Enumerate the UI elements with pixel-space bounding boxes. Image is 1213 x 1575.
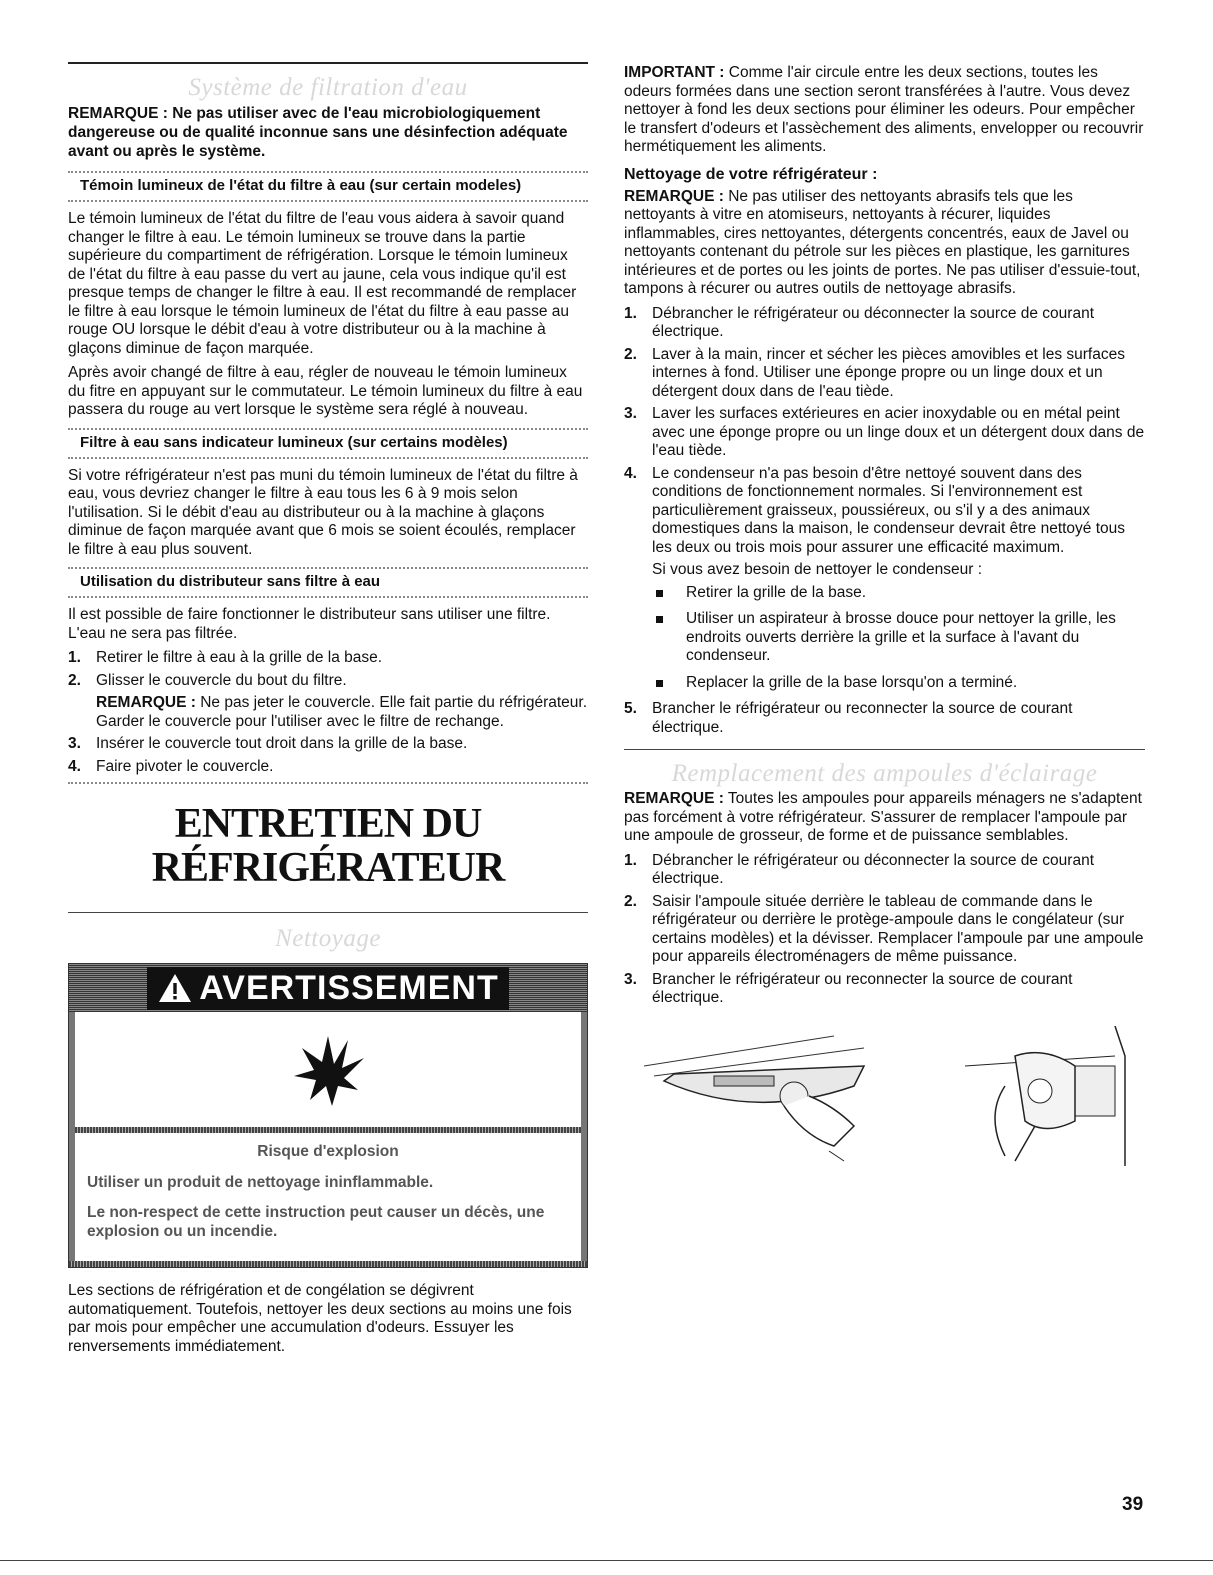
note-text: Toutes les ampoules pour appareils ménagers ne s'adaptent pas forcément à votre réfrigérateur. S'assurer de remplacer l'ampoule par une ampoule de grosseur, de forme et de puissance semblables.: [624, 790, 1142, 844]
warning-body: [69, 1012, 587, 1261]
step-number: 5.: [624, 700, 637, 717]
list-item: [624, 305, 1145, 342]
freezer-bulb-illustration: [945, 1026, 1135, 1166]
defrost-paragraph: Les sections de réfrigération et de congélation se dégivrent automatiquement. Toutefois, nettoyer les deux sections au moins une fois par mois pour empêcher une accumulation d'odeurs. Essuyer les renversements immédiatement.: [68, 1282, 572, 1355]
cleaning-title: Nettoyage: [275, 925, 381, 952]
control-panel-bulb-illustration: [634, 1026, 884, 1166]
top-rule: [68, 62, 588, 64]
condenser-bullets: [652, 584, 1145, 693]
note-label: REMARQUE :: [624, 187, 724, 205]
warning-risk: Risque d'explosion: [257, 1143, 399, 1160]
no-indicator-heading: Filtre à eau sans indicateur lumineux (sur certains modèles): [80, 433, 508, 451]
note-text: Ne pas jeter le couvercle. Elle fait partie du réfrigérateur. Garder le couvercle pour l'utiliser avec le filtre de rechange.: [96, 694, 588, 730]
warning-text: [75, 1133, 581, 1261]
step-text: Débrancher le réfrigérateur ou déconnecter la source de courant électrique.: [652, 851, 1095, 887]
list-item: [624, 346, 1145, 402]
water-note: REMARQUE : Ne pas utiliser avec de l'eau microbiologiquement dangereuse ou de qualité inconnue sans une désinfection adéquate avant ou après le système.: [68, 105, 568, 160]
step-number: 3.: [624, 970, 637, 988]
step2-note: [96, 694, 588, 731]
divider: [68, 200, 588, 202]
status-heading: Témoin lumineux de l'état du filtre à eau (sur certain modeles): [80, 177, 522, 194]
status-paragraph-1: Le témoin lumineux de l'état du filtre de l'eau vous aidera à savoir quand changer le filtre à eau. Le témoin lumineux se trouve dans la partie supérieure du compartiment de réfrigération. Lorsque le témoin lumineux de l'état du filtre à eau passe du vert au jaune, cela vous indique qu'il est presque temps de changer le filtre à eau. Il est recommandé de remplacer le filtre à eau lorsque le témoin lumineux de l'état du filtre à eau passe au rouge OU lorsque le débit d'eau à votre distributeur ou à la machine à glaçons diminue de façon marquée.: [68, 210, 577, 357]
step-number: 2.: [624, 892, 637, 910]
cleaning-rule: [68, 912, 588, 913]
list-item: [624, 893, 1145, 967]
left-column: [68, 62, 588, 1362]
list-item: [624, 405, 1145, 461]
step-text: Insérer le couvercle tout droit dans la grille de la base.: [96, 735, 468, 752]
step-number: 4.: [68, 757, 81, 775]
step-number: 2.: [624, 345, 637, 363]
warning-icon-area: [75, 1012, 581, 1127]
step-text: Laver les surfaces extérieures en acier inoxydable ou en métal peint avec une éponge propre ou un linge doux et un détergent doux dans de l'eau tiède.: [652, 405, 1145, 459]
step-text: Glisser le couvercle du bout du filtre.: [96, 671, 347, 689]
step-text: Saisir l'ampoule située derrière le tableau de commande dans le réfrigérateur ou derrière le protège-ampoule dans le congélateur (sur certains modèles) et la dévisser. Remplacer l'ampoule par une ampoule pour appareils électroménagers de même puissance.: [652, 892, 1144, 965]
step-number: 1.: [624, 851, 637, 869]
step-number: 4.: [624, 464, 637, 482]
warning-triangle-icon: [157, 972, 193, 1004]
step-text: Le condenseur n'a pas besoin d'être nettoyé souvent dans des conditions de fonctionnement normales. Si l'environnement est particulièrement graisseux, poussiéreux, ou s'il y a des animaux domestiques dans la maison, le condenseur devrait être nettoyé tous les deux ou trois mois pour assurer une efficacité maximum.: [652, 464, 1126, 556]
list-item: [624, 700, 1145, 737]
step-number: 1.: [68, 649, 81, 666]
step-text: Laver à la main, rincer et sécher les pièces amovibles et les surfaces internes à fond. Utiliser une éponge propre ou un linge doux et un détergent doux dans de l'eau tiède.: [652, 345, 1125, 400]
clean-steps: [624, 305, 1145, 738]
list-item: Retirer la grille de la base.: [652, 584, 1145, 603]
warning-line-1: Utiliser un produit de nettoyage ininflammable.: [87, 1173, 434, 1191]
step-number: 3.: [68, 735, 81, 752]
important-label: IMPORTANT :: [624, 64, 725, 81]
warning-box: [68, 963, 588, 1268]
list-item: [68, 649, 588, 668]
list-item: [624, 465, 1145, 693]
list-item: [624, 852, 1145, 889]
bulb-rule: [624, 749, 1145, 750]
clean-heading: Nettoyage de votre réfrigérateur :: [624, 165, 878, 183]
status-paragraph-2: Après avoir changé de filtre à eau, régler de nouveau le témoin lumineux du fitre en appuyant sur le commutateur. Le témoin lumineux du filtre à eau passera du rouge au vert lorsque le système sera réglé à nouveau.: [68, 364, 583, 418]
bulb-title: Remplacement des ampoules d'éclairage: [671, 760, 1098, 787]
warning-header-text: AVERTISSEMENT: [199, 968, 499, 1007]
step-text: Brancher le réfrigérateur ou reconnecter la source de courant électrique.: [652, 700, 1073, 736]
maintenance-title-line2: RÉFRIGÉRATEUR: [151, 845, 505, 891]
no-indicator-subsection: [68, 428, 588, 459]
divider: [68, 457, 588, 459]
bulb-steps: [624, 852, 1145, 1008]
list-item: Replacer la grille de la base lorsqu'on a terminé.: [652, 674, 1145, 693]
list-item: Utiliser un aspirateur à brosse douce pour nettoyer la grille, les endroits ouverts derrière la grille et la surface à l'avant du condenseur.: [652, 610, 1145, 666]
bulb-figures: [624, 1026, 1145, 1166]
note-label: REMARQUE :: [624, 790, 724, 807]
maintenance-title: [68, 802, 588, 890]
step-number: 2.: [68, 671, 81, 689]
list-item: [68, 758, 588, 777]
warning-line-2: Le non-respect de cette instruction peut causer un décès, une explosion ou un incendie.: [87, 1204, 545, 1240]
note-text: Ne pas utiliser des nettoyants abrasifs tels que les nettoyants à vitre en atomiseurs, nettoyants à récurer, liquides inflammables, cires nettoyantes, détergents concentrés, eaux de Javel ou nettoyants contenant du pétrole sur les pièces en plastique, les garnitures intérieures et de portes ou les joints de portes. Ne pas utiliser d'essuie-tout, tampons à récurer ou autres outils de nettoyage abrasifs.: [624, 187, 1141, 297]
condenser-intro: Si vous avez besoin de nettoyer le condenseur :: [652, 561, 983, 578]
page-number: 39: [1122, 1494, 1144, 1515]
maintenance-title-line1: ENTRETIEN DU: [174, 801, 482, 847]
dispenser-paragraph: Il est possible de faire fonctionner le distributeur sans utiliser une filtre. L'eau ne sera pas filtrée.: [68, 606, 551, 642]
step-number: 1.: [624, 304, 637, 322]
divider: [68, 782, 588, 784]
dispenser-heading: Utilisation du distributeur sans filtre à eau: [80, 573, 381, 590]
divider: [68, 596, 588, 598]
warning-header-inner: [147, 967, 509, 1010]
clean-note: [624, 188, 1145, 299]
warning-footer: [69, 1261, 587, 1267]
dispenser-subsection: [68, 567, 588, 598]
step-text: Brancher le réfrigérateur ou reconnecter la source de courant électrique.: [652, 970, 1073, 1006]
dispenser-steps: [68, 649, 588, 776]
warning-header: [69, 964, 587, 1012]
note-label: REMARQUE :: [96, 694, 196, 711]
step-text: Faire pivoter le couvercle.: [96, 757, 274, 775]
footer-rule: [0, 1560, 1213, 1561]
step-text: Retirer le filtre à eau à la grille de la base.: [96, 649, 383, 666]
water-filtration-title: Système de filtration d'eau: [188, 74, 468, 101]
step-text: Débrancher le réfrigérateur ou déconnecter la source de courant électrique.: [652, 304, 1095, 340]
right-column: [624, 64, 1145, 1166]
status-subsection: [68, 171, 588, 202]
step-number: 3.: [624, 405, 637, 422]
list-item: [68, 735, 588, 754]
important-paragraph: [624, 64, 1145, 157]
bulb-note: [624, 790, 1145, 846]
no-indicator-paragraph: Si votre réfrigérateur n'est pas muni du témoin lumineux de l'état du filtre à eau, vous devriez changer le filtre à eau tous les 6 à 9 mois selon l'utilisation. Si le débit d'eau au distributeur ou à la machine à glaçons diminue de façon marquée avant que 6 mois se soient écoulés, remplacer le filtre à eau plus souvent.: [68, 466, 578, 558]
explosion-icon: [288, 1030, 368, 1110]
important-text: Comme l'air circule entre les deux sections, toutes les odeurs formées dans une section seront transférées à l'autre. Vous devez nettoyer à fond les deux sections pour éliminer les odeurs. Pour empêcher le transfert d'odeurs et l'assèchement des aliments, envelopper ou recouvrir hermétiquement les aliments.: [624, 64, 1144, 155]
list-item: [624, 971, 1145, 1008]
list-item: [68, 672, 588, 732]
